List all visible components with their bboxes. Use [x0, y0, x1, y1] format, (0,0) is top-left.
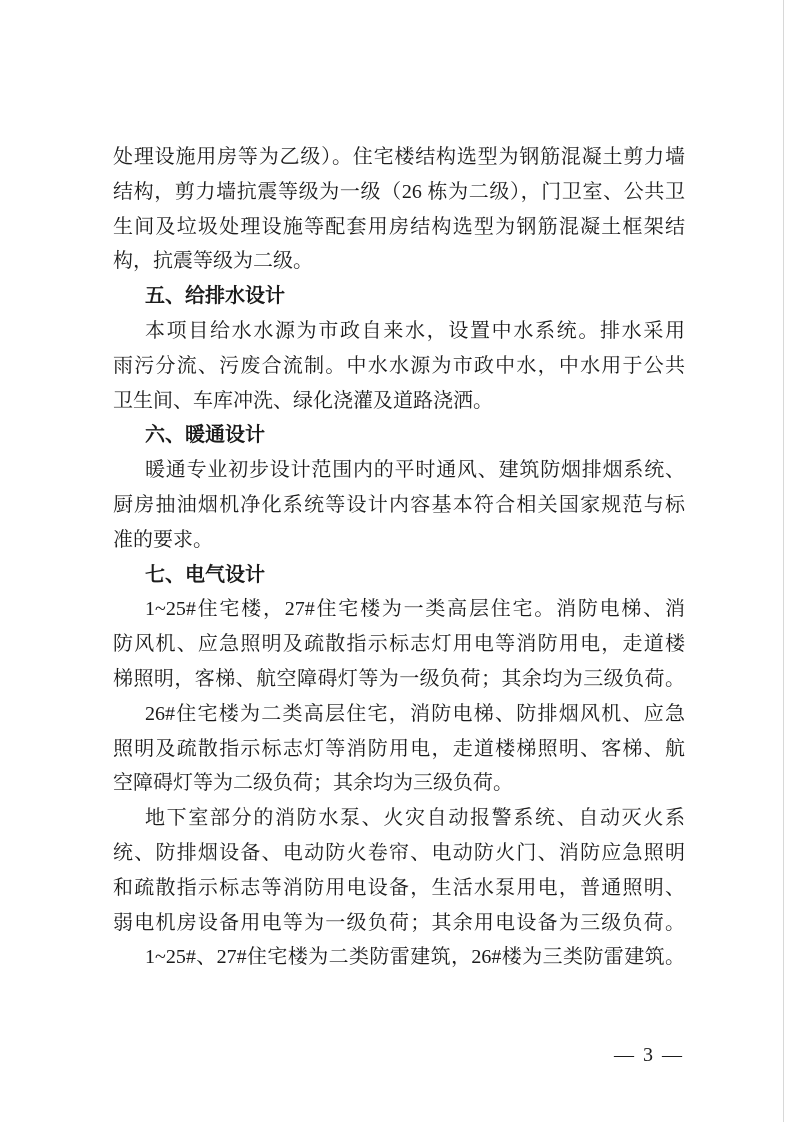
text-line: 本项目给水水源为市政自来水，设置中水系统。排水采用	[145, 319, 685, 342]
text-line: 暖通专业初步设计范围内的平时通风、建筑防烟排烟系统、	[145, 459, 685, 482]
paragraph	[113, 592, 685, 696]
section-heading: 七、电气设计	[145, 563, 265, 586]
text-line: 梯照明，客梯、航空障碍灯等为一级负荷；其余均为三级负荷。	[113, 667, 685, 690]
text-line: 卫生间、车库冲洗、绿化浇灌及道路浇洒。	[113, 389, 493, 412]
continued-paragraph	[113, 140, 685, 279]
text-line: 处理设施用房等为乙级）。住宅楼结构选型为钢筋混凝土剪力墙	[113, 146, 685, 168]
section-water-supply-drainage	[113, 279, 685, 418]
text-line: 统、防排烟设备、电动防火卷帘、电动防火门、消防应急照明	[113, 841, 685, 864]
paragraph	[113, 697, 685, 801]
document-body	[113, 140, 685, 975]
text-line: 防风机、应急照明及疏散指示标志灯用电等消防用电，走道楼	[113, 633, 685, 656]
text-line: 空障碍灯等为二级负荷；其余均为三级负荷。	[113, 772, 513, 795]
section-electrical	[113, 558, 685, 976]
page-number: — 3 —	[614, 1044, 684, 1066]
paragraph	[113, 940, 685, 975]
text-line: 地下室部分的消防水泵、火灾自动报警系统、自动灭火系	[145, 807, 685, 830]
text-line: 1~25#、27#住宅楼为二类防雷建筑，26#楼为三类防雷建筑。	[145, 946, 685, 969]
section-heading: 五、给排水设计	[145, 285, 285, 308]
paragraph	[113, 453, 685, 557]
text-line: 弱电机房设备用电等为一级负荷；其余用电设备为三级负荷。	[113, 911, 685, 934]
text-line: 雨污分流、污废合流制。中水水源为市政中水，中水用于公共	[113, 354, 685, 377]
section-heading: 六、暖通设计	[145, 424, 265, 447]
text-line: 照明及疏散指示标志灯等消防用电，走道楼梯照明、客梯、航	[113, 737, 685, 760]
text-line: 构，抗震等级为二级。	[113, 250, 313, 273]
paragraph	[113, 314, 685, 418]
text-line: 结构，剪力墙抗震等级为一级（26 栋为二级），门卫室、公共卫	[113, 180, 685, 203]
text-line: 26#住宅楼为二类高层住宅，消防电梯、防排烟风机、应急	[145, 702, 685, 725]
text-line: 厨房抽油烟机净化系统等设计内容基本符合相关国家规范与标	[113, 493, 685, 516]
text-line: 1~25#住宅楼，27#住宅楼为一类高层住宅。消防电梯、消	[145, 598, 685, 621]
scan-edge-line	[783, 0, 784, 1122]
text-line: 和疏散指示标志等消防用电设备，生活水泵用电，普通照明、	[113, 876, 685, 899]
paragraph	[113, 801, 685, 940]
text-line: 准的要求。	[113, 528, 213, 551]
text-line: 生间及垃圾处理设施等配套用房结构选型为钢筋混凝土框架结	[113, 215, 685, 238]
section-hvac	[113, 418, 685, 557]
